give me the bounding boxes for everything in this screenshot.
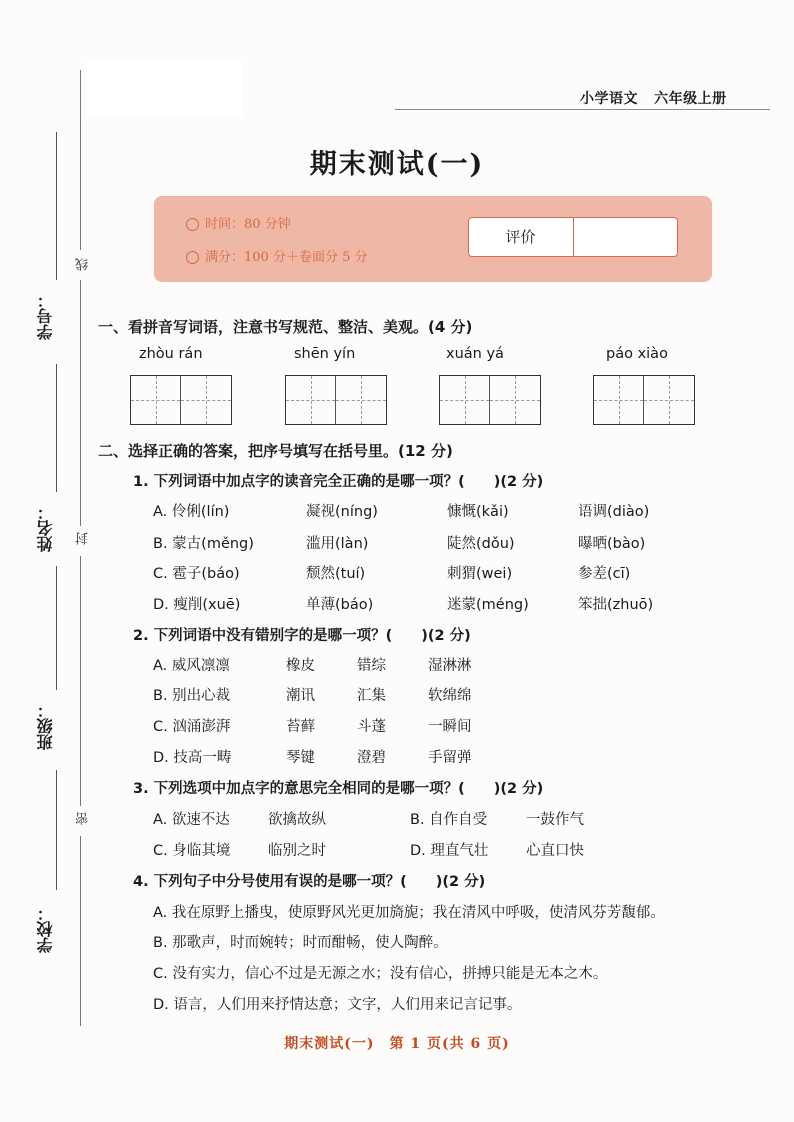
evaluation-field[interactable] (574, 217, 678, 257)
seal-char-seal: 封 (76, 532, 91, 545)
q1-d-1: D. 瘦削(xuē) (153, 597, 241, 613)
seal-char-secret: 密 (76, 812, 91, 825)
time-row (186, 213, 291, 232)
check-icon (186, 251, 199, 264)
writing-grid-3[interactable] (439, 375, 541, 425)
header-divider (395, 109, 770, 110)
q2-c-3: 斗蓬 (357, 719, 386, 735)
q3-b-2: 一鼓作气 (526, 812, 584, 828)
q4-option-c: C. 没有实力，信心不过是无源之水；没有信心，拼搏只能是无本之木。 (153, 966, 608, 982)
seal-line-2 (80, 280, 81, 526)
evaluation-label: 评价 (468, 217, 574, 257)
q2-a-1: A. 威风凛凛 (153, 658, 230, 674)
q1-a-2: 凝视(níng) (306, 504, 378, 520)
q2-d-4: 手留弹 (428, 750, 472, 766)
q3-c-2: 临别之时 (268, 843, 326, 859)
q2-b-3: 汇集 (357, 688, 386, 704)
q2-d-1: D. 技高一畴 (153, 750, 232, 766)
q3-d-1: D. 理直气壮 (410, 843, 489, 859)
q1-d-2: 单薄(báo) (306, 597, 374, 613)
q2-d-3: 澄碧 (357, 750, 386, 766)
name-label: 姓名： (36, 504, 55, 552)
q1-stem: 1. 下列词语中加点字的读音完全正确的是哪一项？( )(2 分) (133, 474, 544, 490)
q3-stem: 3. 下列选项中加点字的意思完全相同的是哪一项？( )(2 分) (133, 781, 544, 797)
q3-b-1: B. 自作自受 (410, 812, 488, 828)
q2-stem: 2. 下列词语中没有错别字的是哪一项？( )(2 分) (133, 628, 471, 644)
q2-c-2: 苔藓 (286, 719, 315, 735)
clock-icon (186, 218, 199, 231)
time-text: 时间：80 分钟 (205, 217, 291, 232)
q1-a-3: 慷慨(kǎi) (447, 504, 509, 520)
score-text: 满分：100 分＋卷面分 5 分 (205, 250, 368, 265)
q2-a-4: 湿淋淋 (428, 658, 472, 674)
blank-area (86, 60, 242, 118)
q1-c-2: 颓然(tuí) (306, 566, 366, 582)
q1-b-1: B. 蒙古(měng) (153, 536, 254, 552)
q3-d-2: 心直口快 (526, 843, 584, 859)
q2-b-4: 软绵绵 (428, 688, 472, 704)
q1-c-1: C. 雹子(báo) (153, 566, 240, 582)
q2-a-3: 错综 (357, 658, 386, 674)
writing-grid-2[interactable] (285, 375, 387, 425)
pinyin-3: xuán yá (446, 346, 504, 362)
q2-d-2: 琴键 (286, 750, 315, 766)
student-id-line (56, 132, 57, 280)
header-subject (580, 88, 727, 108)
q1-c-3: 刺猬(wei) (447, 566, 513, 582)
q1-a-1: A. 伶俐(lín) (153, 504, 230, 520)
pinyin-4: páo xiào (606, 346, 668, 362)
q3-a-1: A. 欲速不达 (153, 812, 230, 828)
seal-line-3 (80, 556, 81, 806)
q1-b-4: 曝晒(bào) (578, 536, 646, 552)
q1-d-3: 迷蒙(méng) (447, 597, 529, 613)
q4-stem: 4. 下列句子中分号使用有误的是哪一项？( )(2 分) (133, 874, 486, 890)
q1-d-4: 笨拙(zhuō) (578, 597, 654, 613)
page-footer: 期末测试(一) 第 1 页(共 6 页) (284, 1036, 510, 1052)
q1-b-3: 陡然(dǒu) (447, 536, 515, 552)
q4-option-b: B. 那歌声，时而婉转；时而酣畅，使人陶醉。 (153, 935, 448, 951)
name-line-top (56, 364, 57, 492)
q1-a-4: 语调(diào) (578, 504, 650, 520)
class-label: 班级： (36, 702, 55, 750)
q2-b-1: B. 别出心裁 (153, 688, 231, 704)
q1-c-4: 参差(cī) (578, 566, 631, 582)
writing-grid-1[interactable] (130, 375, 232, 425)
q2-c-1: C. 汹涌澎湃 (153, 719, 231, 735)
page-title: 期末测试(一) (309, 149, 485, 180)
seal-line-1 (80, 70, 81, 250)
subject-label: 小学语文 (580, 91, 638, 107)
q1-b-2: 滥用(làn) (306, 536, 369, 552)
seal-char-line: 线 (76, 258, 91, 271)
name-line-bottom (56, 566, 57, 690)
grade-label: 六年级上册 (654, 91, 727, 107)
seal-line-4 (80, 836, 81, 1026)
section-2-title: 二、选择正确的答案，把序号填写在括号里。(12 分) (98, 442, 453, 460)
pinyin-2: shēn yín (294, 346, 356, 362)
section-1-title: 一、看拼音写词语，注意书写规范、整洁、美观。(4 分) (98, 318, 473, 336)
pinyin-1: zhòu rán (139, 346, 203, 362)
school-label: 学校： (36, 905, 55, 953)
q3-c-1: C. 身临其境 (153, 843, 231, 859)
q3-a-2: 欲擒故纵 (268, 812, 326, 828)
q2-c-4: 一瞬间 (428, 719, 472, 735)
q2-b-2: 潮讯 (286, 688, 315, 704)
q4-option-a: A. 我在原野上播曳，使原野风光更加旖旎；我在清风中呼吸，使清风芬芳馥郁。 (153, 905, 665, 921)
q4-option-d: D. 语言，人们用来抒情达意；文字，人们用来记言记事。 (153, 997, 522, 1013)
score-row (186, 246, 367, 265)
class-line-bottom (56, 770, 57, 890)
student-id-label: 学号： (36, 292, 55, 340)
q2-a-2: 橡皮 (286, 658, 315, 674)
writing-grid-4[interactable] (593, 375, 695, 425)
